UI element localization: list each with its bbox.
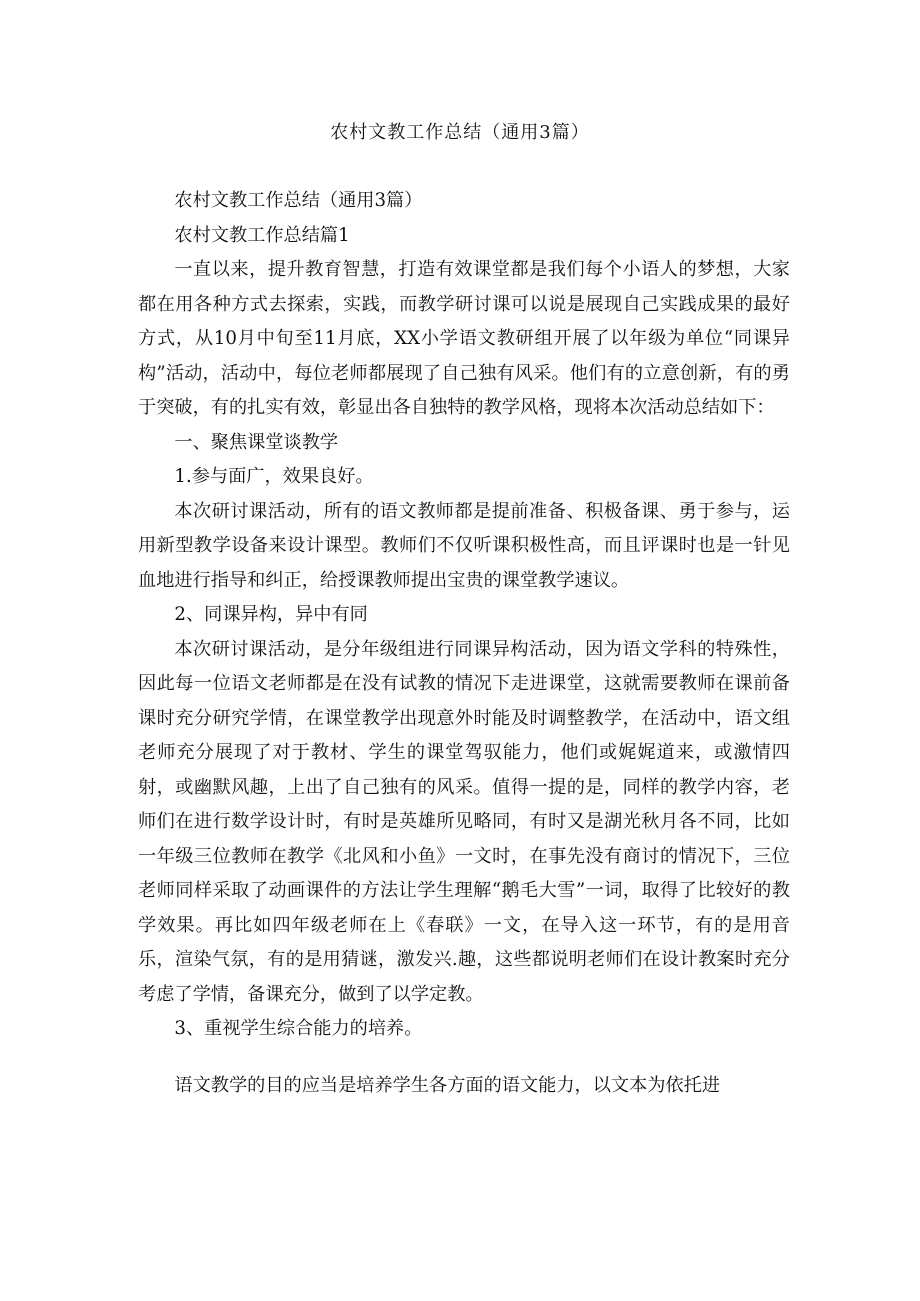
intro-paragraph: 一直以来，提升教育智慧，打造有效课堂都是我们每个小语人的梦想，大家都在用各种方式去探索，实践，而教学研讨课可以说是展现自己实践成果的最好方式，从10月中旬至11月底，XX小学语文教研组开展了以年级为单位“同课异构”活动，活动中，每位老师都展现了自己独有风采。他们有的立意创新，有的勇于突破，有的扎实有效，彰显出各自独特的教学风格，现将本次活动总结如下： xyxy=(138,259,790,418)
section-heading: 农村文教工作总结篇1 xyxy=(174,224,350,246)
subheading-3: 3、重视学生综合能力的培养。 xyxy=(174,1018,423,1039)
subheading-1: 1.参与面广，效果良好。 xyxy=(174,466,374,487)
body-paragraph: 本次研讨课活动，所有的语文教师都是提前准备、积极备课、勇于参与，运用新型教学设备来设计课型。教师们不仅听课积极性高，而且评课时也是一针见血地进行指导和纠正，给授课教师提出宝贵的课堂教学速议。 xyxy=(138,500,790,591)
document-title: 农村文教工作总结（通用3篇） xyxy=(330,122,590,143)
document-body xyxy=(138,184,790,1103)
body-paragraph: 语文教学的目的应当是培养学生各方面的语文能力，以文本为依托进 xyxy=(174,1074,721,1096)
subtitle-paragraph: 农村文教工作总结（通用3篇） xyxy=(174,190,423,211)
heading-level-1: 一、聚焦课堂谈教学 xyxy=(174,431,339,453)
subheading-2: 2、同课异构，异中有同 xyxy=(174,604,368,625)
body-paragraph: 本次研讨课活动，是分年级组进行同课异构活动，因为语文学科的特殊性，因此每一位语文老师都是在没有试教的情况下走进课堂，这就需要教师在课前备课时充分研究学情，在课堂教学出现意外时能及时调整教学，在活动中，语文组老师充分展现了对于教材、学生的课堂驾驭能力，他们或娓娓道来，或激情四射，或幽默风趣，上出了自己独有的风采。值得一提的是，同样的教学内容，老师们在进行数学设计时，有时是英雄所见略同，有时又是湖光秋月各不同，比如一年级三位教师在教学《北风和小鱼》一文时，在事先没有商讨的情况下，三位老师同样采取了动画课件的方法让学生理解“鹅毛大雪”一词，取得了比较好的教学效果。再比如四年级老师在上《春联》一文，在导入这一环节，有的是用音乐，渲染气氛，有的是用猜谜，激发兴.趣，这些都说明老师们在设计教案时充分考虑了学情，备课充分，做到了以学定教。 xyxy=(138,638,790,1005)
